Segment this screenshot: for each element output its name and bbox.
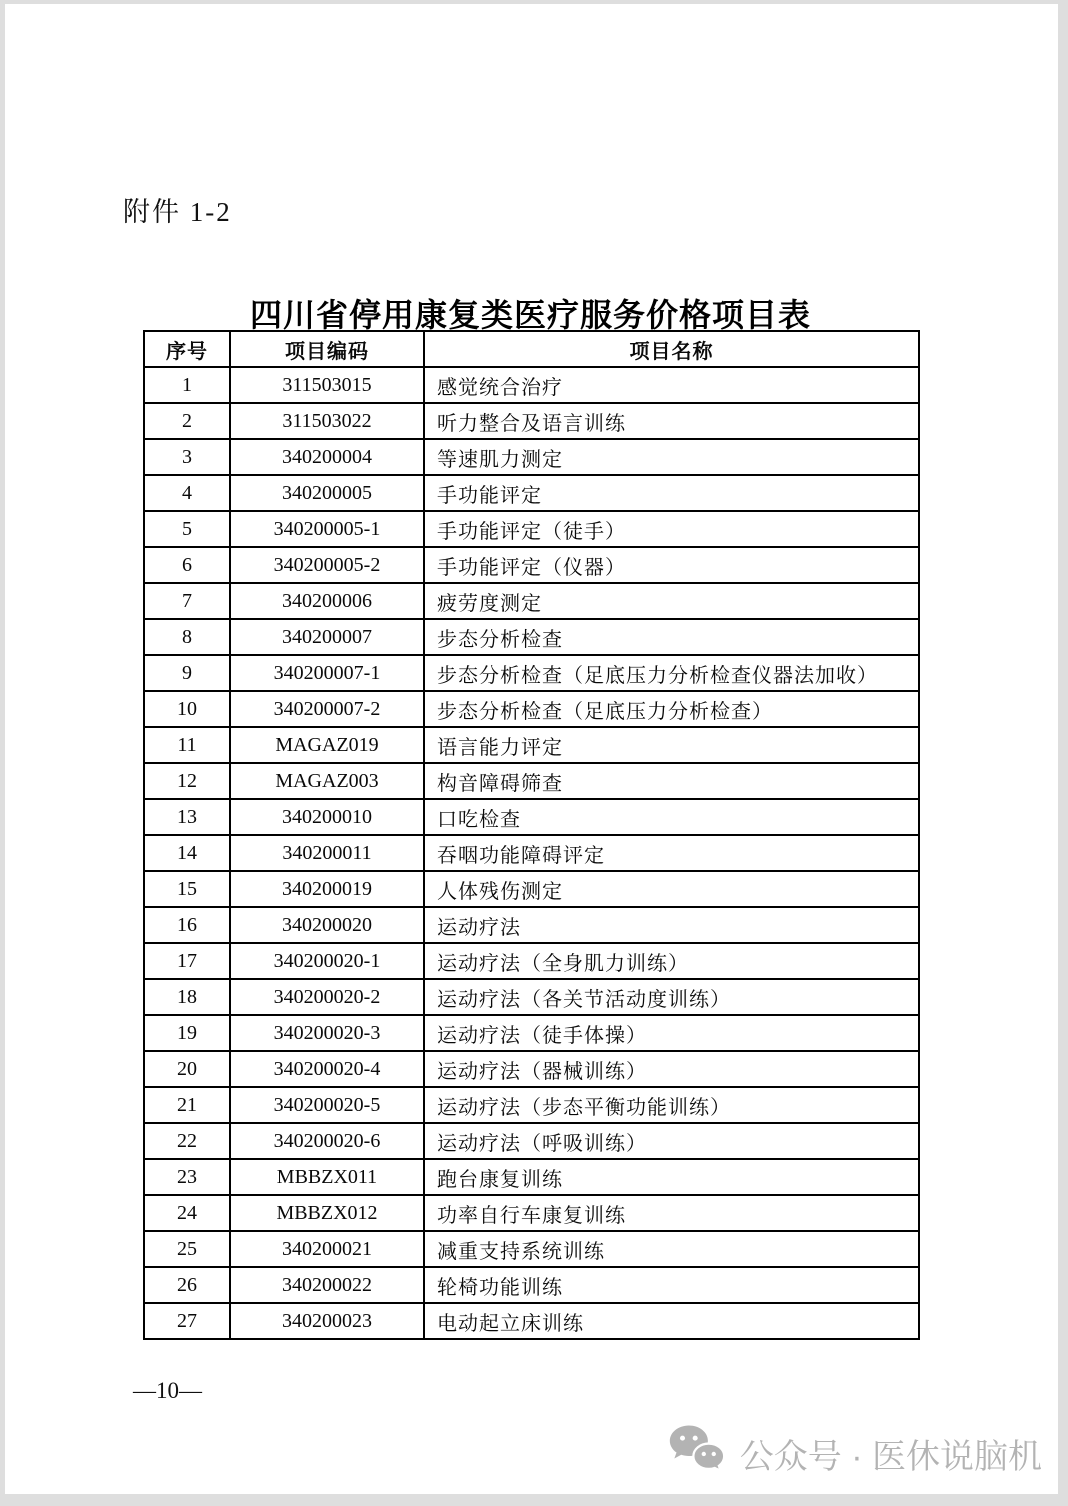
- table-row: [144, 871, 919, 907]
- page-number: —10—: [133, 1378, 202, 1403]
- row-name: 人体残伤测定: [424, 871, 919, 907]
- row-name: 运动疗法（全身肌力训练）: [424, 943, 919, 979]
- table-row: [144, 1015, 919, 1051]
- row-code: 340200004: [230, 439, 424, 475]
- row-code: 340200020-3: [230, 1015, 424, 1051]
- row-no: 7: [144, 583, 230, 619]
- row-name: 手功能评定（仪器）: [424, 547, 919, 583]
- row-code: 340200020: [230, 907, 424, 943]
- table-row: [144, 979, 919, 1015]
- row-no: 9: [144, 655, 230, 691]
- row-name: 步态分析检查: [424, 619, 919, 655]
- row-name: 跑台康复训练: [424, 1159, 919, 1195]
- table-row: [144, 943, 919, 979]
- row-name: 减重支持系统训练: [424, 1231, 919, 1267]
- attachment-label: 附件 1-2: [123, 197, 232, 227]
- row-code: 340200005-2: [230, 547, 424, 583]
- column-header-code: 项目编码: [230, 331, 424, 367]
- row-code: 340200020-2: [230, 979, 424, 1015]
- table-row: [144, 691, 919, 727]
- row-no: 18: [144, 979, 230, 1015]
- row-name: 手功能评定（徒手）: [424, 511, 919, 547]
- row-code: MBBZX012: [230, 1195, 424, 1231]
- row-name: 运动疗法（步态平衡功能训练）: [424, 1087, 919, 1123]
- table-row: [144, 1195, 919, 1231]
- row-name: 运动疗法（器械训练）: [424, 1051, 919, 1087]
- row-code: 340200005: [230, 475, 424, 511]
- row-code: 311503015: [230, 367, 424, 403]
- table-row: [144, 1123, 919, 1159]
- table-row: [144, 583, 919, 619]
- price-items-table: [143, 330, 920, 1340]
- row-no: 8: [144, 619, 230, 655]
- row-no: 14: [144, 835, 230, 871]
- row-no: 3: [144, 439, 230, 475]
- row-name: 感觉统合治疗: [424, 367, 919, 403]
- table-row: [144, 475, 919, 511]
- table-row: [144, 727, 919, 763]
- table-row: [144, 907, 919, 943]
- row-name: 轮椅功能训练: [424, 1267, 919, 1303]
- row-no: 27: [144, 1303, 230, 1339]
- table-row: [144, 799, 919, 835]
- row-name: 运动疗法: [424, 907, 919, 943]
- row-no: 10: [144, 691, 230, 727]
- row-code: 340200019: [230, 871, 424, 907]
- column-header-no: 序号: [144, 331, 230, 367]
- row-code: 340200023: [230, 1303, 424, 1339]
- table-row: [144, 619, 919, 655]
- table-row: [144, 655, 919, 691]
- row-name: 疲劳度测定: [424, 583, 919, 619]
- table-row: [144, 547, 919, 583]
- row-no: 1: [144, 367, 230, 403]
- watermark-text: 公众号 · 医休说脑机: [739, 1438, 1042, 1476]
- row-code: 340200005-1: [230, 511, 424, 547]
- table-row: [144, 1159, 919, 1195]
- row-name: 运动疗法（徒手体操）: [424, 1015, 919, 1051]
- row-no: 15: [144, 871, 230, 907]
- row-code: 340200007-1: [230, 655, 424, 691]
- row-name: 功率自行车康复训练: [424, 1195, 919, 1231]
- row-no: 6: [144, 547, 230, 583]
- row-code: 340200007-2: [230, 691, 424, 727]
- row-no: 19: [144, 1015, 230, 1051]
- row-no: 16: [144, 907, 230, 943]
- row-no: 26: [144, 1267, 230, 1303]
- row-code: 340200020-6: [230, 1123, 424, 1159]
- row-code: MBBZX011: [230, 1159, 424, 1195]
- row-no: 24: [144, 1195, 230, 1231]
- row-no: 11: [144, 727, 230, 763]
- row-code: MAGAZ003: [230, 763, 424, 799]
- row-no: 20: [144, 1051, 230, 1087]
- row-code: 340200021: [230, 1231, 424, 1267]
- table-body: [144, 367, 919, 1339]
- row-no: 5: [144, 511, 230, 547]
- table-row: [144, 763, 919, 799]
- wechat-icon: [668, 1423, 726, 1484]
- row-no: 22: [144, 1123, 230, 1159]
- row-name: 口吃检查: [424, 799, 919, 835]
- table-row: [144, 1303, 919, 1339]
- row-name: 步态分析检查（足底压力分析检查仪器法加收）: [424, 655, 919, 691]
- table-row: [144, 1051, 919, 1087]
- table-row: [144, 367, 919, 403]
- row-no: 25: [144, 1231, 230, 1267]
- row-name: 电动起立床训练: [424, 1303, 919, 1339]
- row-name: 运动疗法（呼吸训练）: [424, 1123, 919, 1159]
- row-code: MAGAZ019: [230, 727, 424, 763]
- row-code: 340200010: [230, 799, 424, 835]
- row-code: 340200007: [230, 619, 424, 655]
- watermark: [668, 1423, 1042, 1484]
- row-name: 吞咽功能障碍评定: [424, 835, 919, 871]
- document-page: [5, 4, 1058, 1494]
- column-header-name: 项目名称: [424, 331, 919, 367]
- row-code: 340200020-4: [230, 1051, 424, 1087]
- row-no: 2: [144, 403, 230, 439]
- row-code: 340200011: [230, 835, 424, 871]
- table-row: [144, 1267, 919, 1303]
- row-name: 手功能评定: [424, 475, 919, 511]
- row-name: 构音障碍筛查: [424, 763, 919, 799]
- row-code: 311503022: [230, 403, 424, 439]
- row-no: 23: [144, 1159, 230, 1195]
- table-header-row: [144, 331, 919, 367]
- row-name: 语言能力评定: [424, 727, 919, 763]
- row-no: 13: [144, 799, 230, 835]
- row-name: 听力整合及语言训练: [424, 403, 919, 439]
- row-code: 340200020-5: [230, 1087, 424, 1123]
- row-name: 等速肌力测定: [424, 439, 919, 475]
- row-code: 340200006: [230, 583, 424, 619]
- row-no: 4: [144, 475, 230, 511]
- table-row: [144, 511, 919, 547]
- row-no: 21: [144, 1087, 230, 1123]
- table-row: [144, 1087, 919, 1123]
- page-title: 四川省停用康复类医疗服务价格项目表: [249, 297, 811, 333]
- row-no: 17: [144, 943, 230, 979]
- table-row: [144, 439, 919, 475]
- table-row: [144, 1231, 919, 1267]
- table-row: [144, 835, 919, 871]
- row-name: 步态分析检查（足底压力分析检查）: [424, 691, 919, 727]
- row-code: 340200020-1: [230, 943, 424, 979]
- row-code: 340200022: [230, 1267, 424, 1303]
- row-name: 运动疗法（各关节活动度训练）: [424, 979, 919, 1015]
- row-no: 12: [144, 763, 230, 799]
- table-row: [144, 403, 919, 439]
